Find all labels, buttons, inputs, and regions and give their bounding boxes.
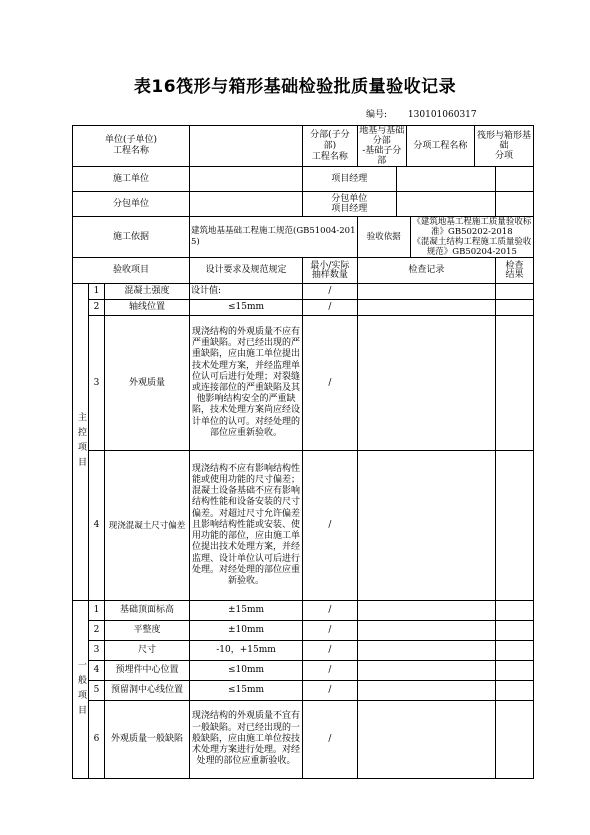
row-result[interactable] bbox=[496, 621, 534, 641]
row-no: 4 bbox=[89, 451, 105, 601]
row-name: 外观质量 bbox=[105, 316, 190, 451]
row-sample[interactable]: / bbox=[303, 641, 358, 661]
row-record[interactable] bbox=[357, 621, 495, 641]
row-sample[interactable]: / bbox=[303, 661, 358, 681]
row-record[interactable] bbox=[357, 701, 495, 779]
row-sample[interactable]: / bbox=[303, 316, 358, 451]
row-record[interactable] bbox=[357, 601, 495, 621]
row-sample[interactable]: / bbox=[303, 701, 358, 779]
accept-basis-label: 验收依据 bbox=[358, 217, 410, 257]
page-title: 表16筏形与箱形基础检验批质量验收记录 bbox=[133, 77, 457, 97]
row-record[interactable] bbox=[357, 641, 495, 661]
row-sample[interactable]: / bbox=[303, 601, 358, 621]
row-name: 混凝土强度 bbox=[105, 284, 190, 300]
row-spec: 现浇结构不应有影响结构性能或使用功能的尺寸偏差；混凝土设备基础不应有影响结构性能和设备安装的尺寸偏差。对超过尺寸允许偏差且影响结构性能或安装、使用功能的部位，应由施工单位提出技术处理方案，并经监理、设计单位认可后进行处理。对经处理的部位应重新验收。 bbox=[190, 451, 303, 601]
row-spec: 现浇结构的外观质量不宜有一般缺陷。对已经出现的一般缺陷，应由施工单位按技术处理方案进行处理。对经处理的部位应重新验收。 bbox=[190, 701, 303, 779]
accept-basis-value: 《建筑地基工程施工质量验收标准》GB50202-2018 《混凝土结构工程施工质量验收规范》GB50204-2015 bbox=[412, 217, 532, 257]
row-result[interactable] bbox=[496, 701, 534, 779]
row-record[interactable] bbox=[357, 681, 495, 701]
row-result[interactable] bbox=[496, 284, 534, 300]
row-no: 6 bbox=[89, 701, 105, 779]
row-name: 轴线位置 bbox=[105, 300, 190, 316]
row-name: 平整度 bbox=[105, 621, 190, 641]
row-no: 1 bbox=[89, 284, 105, 300]
row-no: 2 bbox=[89, 621, 105, 641]
code-label: 编号: bbox=[366, 110, 388, 120]
row-name: 尺寸 bbox=[105, 641, 190, 661]
row-name: 预埋件中心位置 bbox=[105, 661, 190, 681]
row-result[interactable] bbox=[496, 601, 534, 621]
row-spec: ±10mm bbox=[190, 621, 303, 641]
row-no: 4 bbox=[89, 661, 105, 681]
subdiv-value: 地基与基础分部 -基础子分部 bbox=[359, 126, 405, 166]
col-result: 检查 结果 bbox=[496, 258, 534, 284]
row-result[interactable] bbox=[496, 451, 534, 601]
code-value: 130101060317 bbox=[407, 110, 477, 120]
row-sample[interactable]: / bbox=[303, 621, 358, 641]
row-record[interactable] bbox=[357, 284, 495, 300]
construct-unit-value[interactable] bbox=[190, 167, 303, 192]
row-record[interactable] bbox=[357, 661, 495, 681]
row-no: 2 bbox=[89, 300, 105, 316]
row-name: 外观质量一般缺陷 bbox=[105, 701, 190, 779]
row-name: 基础顶面标高 bbox=[105, 601, 190, 621]
row-no: 5 bbox=[89, 681, 105, 701]
row-result[interactable] bbox=[496, 316, 534, 451]
row-sample[interactable]: / bbox=[303, 681, 358, 701]
subcontract-pm-label: 分包单位 项目经理 bbox=[303, 192, 396, 216]
pm-label: 项目经理 bbox=[303, 167, 396, 191]
inspection-table bbox=[72, 125, 534, 779]
row-record[interactable] bbox=[357, 451, 495, 601]
row-spec: ±15mm bbox=[190, 601, 303, 621]
row-spec: 现浇结构的外观质量不应有严重缺陷。对已经出现的严重缺陷，应由施工单位提出技术处理方案，并经监理单位认可后进行处理；对裂缝或连接部位的严重缺陷及其他影响结构安全的严重缺陷，技术处理方案尚应经设计单位的认可。对经处理的部位应重新验收。 bbox=[190, 316, 303, 451]
subitem-value: 筏形与箱形基础 分项 bbox=[477, 131, 532, 161]
subcontract-pm-value[interactable] bbox=[396, 192, 495, 216]
basis-label: 施工依据 bbox=[73, 217, 190, 258]
row-sample[interactable]: / bbox=[303, 284, 358, 300]
row-no: 3 bbox=[89, 641, 105, 661]
row-record[interactable] bbox=[357, 316, 495, 451]
basis-value: 建筑地基基础工程施工规范(GB51004-2015) bbox=[190, 217, 358, 258]
row-result[interactable] bbox=[496, 300, 534, 316]
subitem-label: 分项工程名称 bbox=[406, 126, 474, 166]
row-spec: ≤15mm bbox=[190, 300, 303, 316]
row-record[interactable] bbox=[357, 300, 495, 316]
row-spec: -10，+15mm bbox=[190, 641, 303, 661]
subcontract-label: 分包单位 bbox=[73, 192, 190, 217]
row-sample[interactable]: / bbox=[303, 300, 358, 316]
row-sample[interactable]: / bbox=[303, 451, 358, 601]
row-result[interactable] bbox=[496, 641, 534, 661]
row-spec: ≤15mm bbox=[190, 681, 303, 701]
unit-name-label: 单位(子单位) 工程名称 bbox=[73, 126, 190, 167]
row-no: 3 bbox=[89, 316, 105, 451]
record-code bbox=[366, 107, 477, 120]
col-record: 检查记录 bbox=[357, 258, 495, 284]
col-item: 验收项目 bbox=[73, 258, 190, 284]
row-spec: 设计值: bbox=[190, 284, 303, 300]
unit-name-value[interactable] bbox=[190, 126, 303, 167]
row-no: 1 bbox=[89, 601, 105, 621]
subdiv-label: 分部(子分部) 工程名称 bbox=[303, 126, 358, 167]
row-result[interactable] bbox=[496, 661, 534, 681]
subcontract-value[interactable] bbox=[190, 192, 303, 217]
main-group-label: 主控项目 bbox=[73, 284, 89, 601]
col-spec: 设计要求及规范规定 bbox=[190, 258, 303, 284]
pm-value[interactable] bbox=[396, 167, 495, 191]
row-spec: ≤10mm bbox=[190, 661, 303, 681]
general-group-label: 一般项目 bbox=[73, 601, 89, 779]
construct-unit-label: 施工单位 bbox=[73, 167, 190, 192]
col-sample: 最小/实际 抽样数量 bbox=[303, 258, 358, 284]
row-name: 现浇混凝土尺寸偏差 bbox=[105, 451, 190, 601]
row-result[interactable] bbox=[496, 681, 534, 701]
row-name: 预留洞中心线位置 bbox=[105, 681, 190, 701]
